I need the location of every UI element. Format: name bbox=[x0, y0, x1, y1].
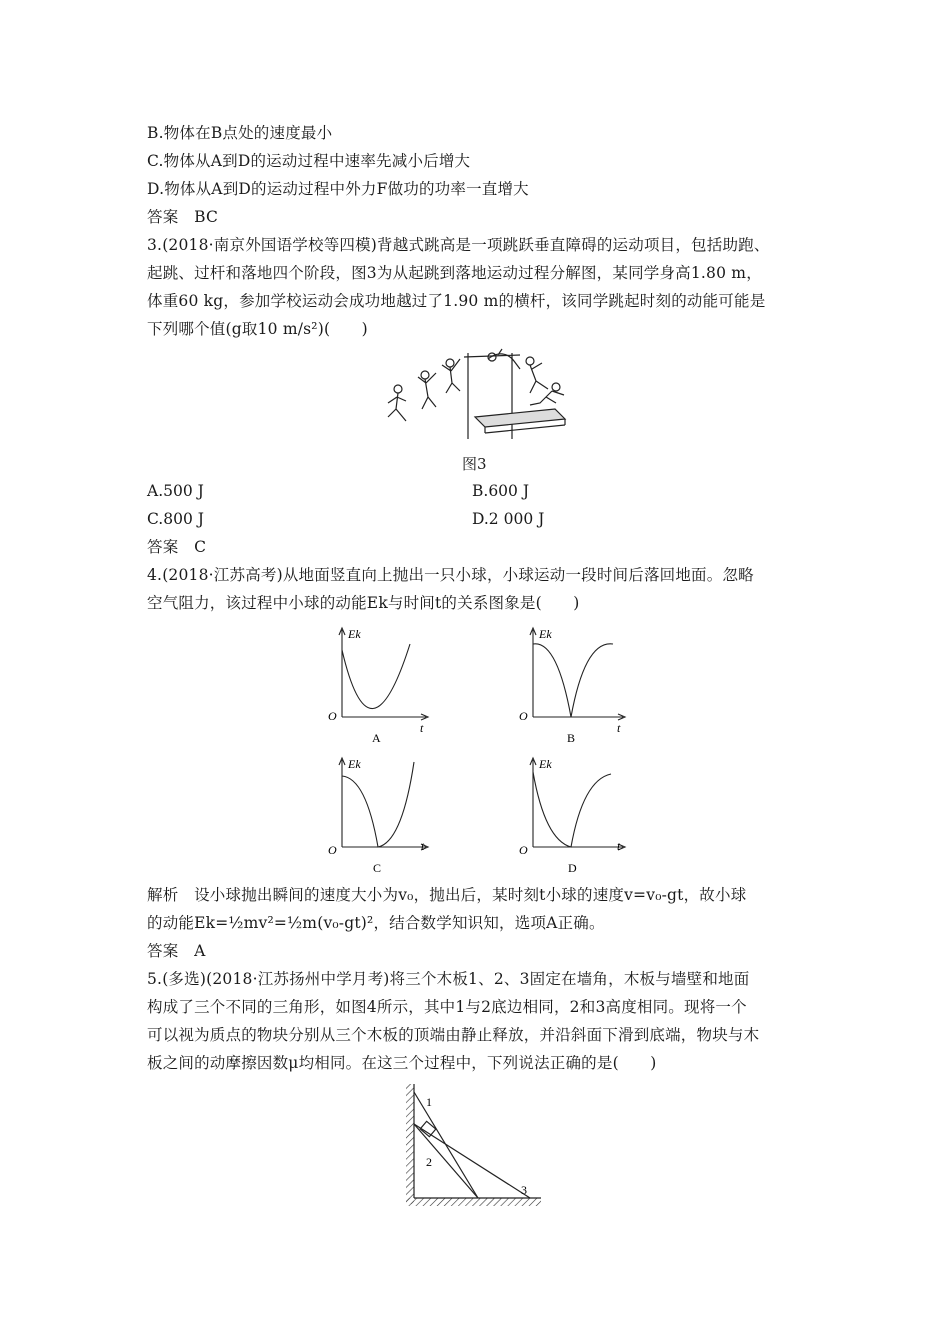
graph-b-x-label: t bbox=[617, 721, 621, 735]
graph-d-label: D bbox=[568, 861, 577, 875]
q4-analysis-line-2: 的动能Ek=½mv²=½m(v₀-gt)²，结合数学知识知，选项A正确。 bbox=[147, 914, 605, 932]
q3-stem-line-4: 下列哪个值(g取10 m/s²)( ) bbox=[147, 320, 368, 338]
q3-option-b: B.600 J bbox=[472, 482, 530, 500]
q2-option-b: B.物体在B点处的速度最小 bbox=[147, 124, 333, 142]
q2-answer: 答案 BC bbox=[147, 208, 219, 226]
graph-a-x-label: t bbox=[420, 721, 424, 735]
q2-option-c: C.物体从A到D的运动过程中速率先减小后增大 bbox=[147, 152, 471, 170]
graph-b-origin: O bbox=[519, 709, 528, 723]
graph-d-x-label: t bbox=[617, 839, 621, 853]
q3-stem-line-1: 3.(2018·南京外国语学校等四模)背越式跳高是一项跳跃垂直障碍的运动项目，包括助跑、 bbox=[147, 236, 770, 254]
graph-a-y-label: Ek bbox=[348, 627, 361, 641]
graph-d-y-label: Ek bbox=[539, 757, 552, 771]
q4-stem-line-2: 空气阻力，该过程中小球的动能Ek与时间t的关系图象是( ) bbox=[147, 594, 580, 612]
q4-stem-line-1: 4.(2018·江苏高考)从地面竖直向上抛出一只小球，小球运动一段时间后落回地面。忽略 bbox=[147, 566, 754, 584]
q3-stem-line-2: 起跳、过杆和落地四个阶段，图3为从起跳到落地运动过程分解图，某同学身高1.80 m， bbox=[147, 264, 762, 282]
q5-stem-line-1: 5.(多选)(2018·江苏扬州中学月考)将三个木板1、2、3固定在墙角，木板与墙壁和地面 bbox=[147, 970, 750, 988]
graph-c-origin: O bbox=[328, 843, 337, 857]
graph-c bbox=[322, 752, 437, 877]
graph-c-x-label: t bbox=[421, 839, 425, 853]
graph-b-y-label: Ek bbox=[539, 627, 552, 641]
q5-stem-line-3: 可以视为质点的物块分别从三个木板的顶端由静止释放，并沿斜面下滑到底端，物块与木 bbox=[147, 1026, 760, 1044]
boards-figure bbox=[400, 1080, 545, 1210]
graph-c-label: C bbox=[373, 861, 382, 875]
q3-stem-line-3: 体重60 kg，参加学校运动会成功地越过了1.90 m的横杆，该同学跳起时刻的动能可能是 bbox=[147, 292, 766, 310]
board-3-label: 3 bbox=[521, 1183, 527, 1197]
graph-a-label: A bbox=[372, 731, 381, 745]
graph-c-y-label: Ek bbox=[348, 757, 361, 771]
board-2-label: 2 bbox=[426, 1155, 432, 1169]
graph-d bbox=[513, 752, 633, 877]
q3-option-a: A.500 J bbox=[147, 482, 204, 500]
figure-3-caption: 图3 bbox=[462, 455, 487, 473]
graph-b-label: B bbox=[567, 731, 576, 745]
q4-answer: 答案 A bbox=[147, 942, 206, 960]
q2-option-d: D.物体从A到D的运动过程中外力F做功的功率一直增大 bbox=[147, 180, 529, 198]
graph-b bbox=[513, 622, 633, 747]
graph-a-origin: O bbox=[328, 709, 337, 723]
q5-stem-line-2: 构成了三个不同的三角形，如图4所示，其中1与2底边相同，2和3高度相同。现将一个 bbox=[147, 998, 747, 1016]
q3-answer: 答案 C bbox=[147, 538, 207, 556]
q5-stem-line-4: 板之间的动摩擦因数μ均相同。在这三个过程中，下列说法正确的是( ) bbox=[147, 1054, 657, 1072]
high-jump-figure bbox=[380, 347, 575, 442]
q3-option-d: D.2 000 J bbox=[472, 510, 545, 528]
q4-analysis-line-1: 解析 设小球抛出瞬间的速度大小为v₀，抛出后，某时刻t小球的速度v=v₀-gt，故小球 bbox=[147, 886, 747, 904]
board-1-label: 1 bbox=[426, 1095, 432, 1109]
q3-option-c: C.800 J bbox=[147, 510, 204, 528]
graph-a bbox=[322, 622, 432, 747]
graph-d-origin: O bbox=[519, 843, 528, 857]
